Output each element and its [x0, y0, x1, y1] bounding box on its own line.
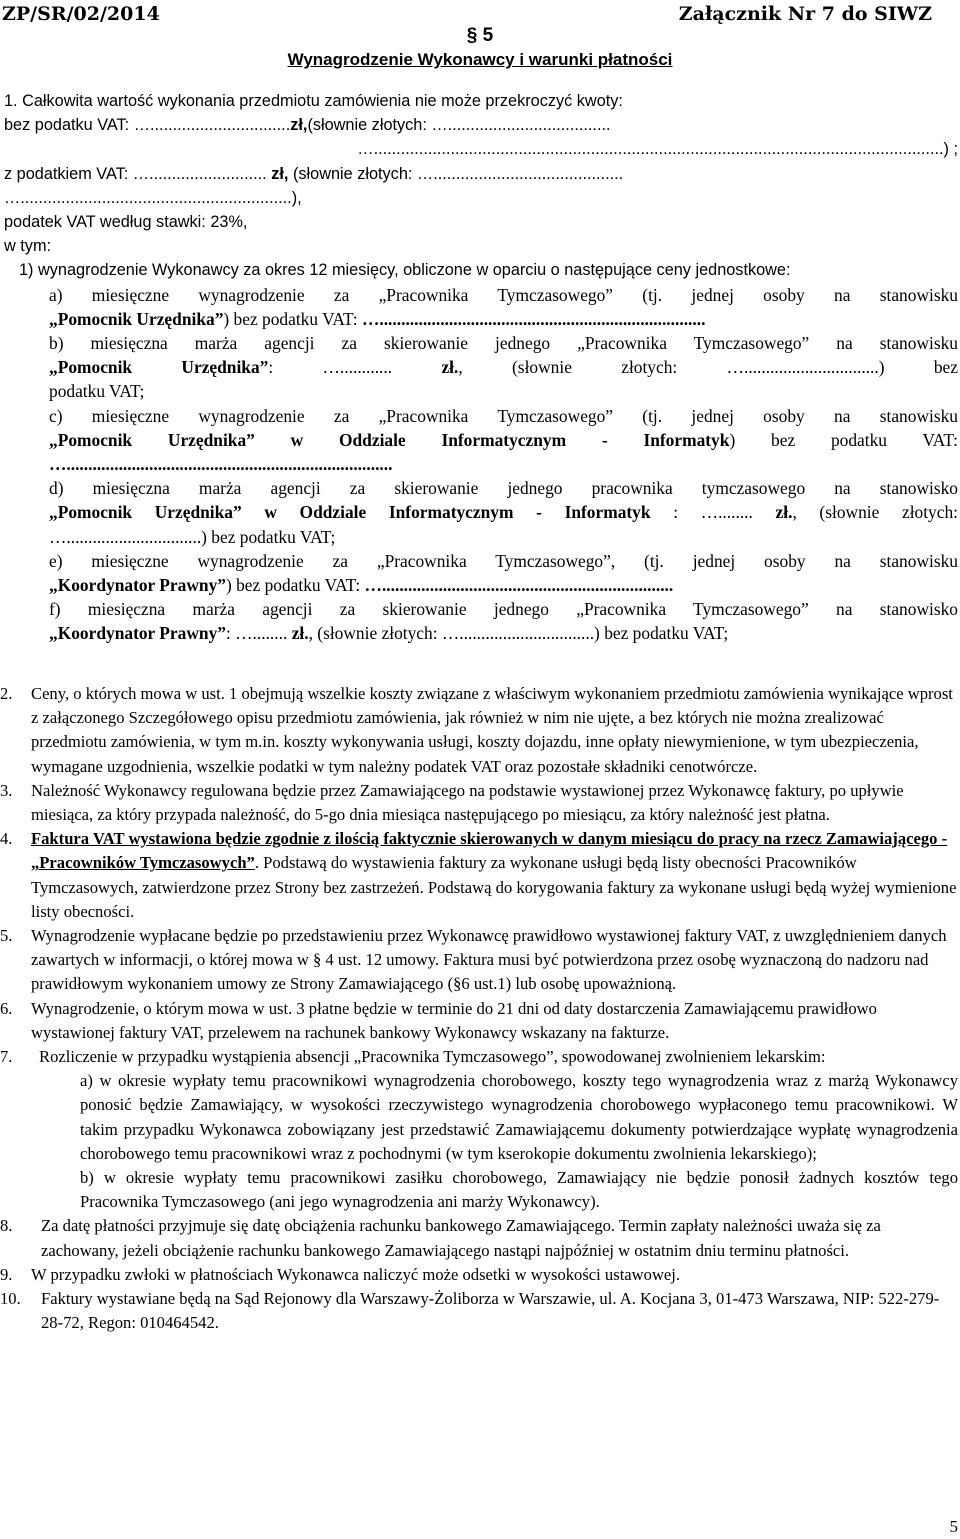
text-line: …............................................................), [4, 188, 302, 207]
list-item [0, 924, 958, 997]
section-title: Wynagrodzenie Wykonawcy i warunki płatności [287, 50, 673, 69]
text-line: z podatkiem VAT: ….......................... zł, (słownie złotych: ….......................................... [4, 164, 624, 183]
item-e-line: e) miesięczne wynagrodzenie za „Pracownika Tymczasowego”, (tj. jednej osoby na stanowisku [49, 550, 958, 571]
item-text: Wynagrodzenie, o którym mowa w ust. 3 płatne będzie w terminie do 21 dni od daty dostarczenia Zamawiającemu prawidłowo wystawionej faktury VAT, przelewem na rachunek bankowy Wykonawcy wskazany na fakturze. [31, 998, 877, 1042]
text-line: 1) wynagrodzenie Wykonawcy za okres 12 miesięcy, obliczone w oparciu o następujące ceny jednostkowe: [19, 261, 791, 280]
item-d-line: „Pomocnik Urzędnika” w Oddziale Informatycznym - Informatyk : …........ zł., (słownie złotych: [49, 502, 958, 523]
document-reference: ZP/SR/02/2014 [2, 3, 160, 25]
text-line: …..............................................................................................................................) ; [357, 140, 958, 159]
item-text: W przypadku zwłoki w płatnościach Wykonawca naliczyć może odsetki w wysokości ustawowej. [31, 1264, 681, 1284]
list-item [0, 827, 958, 924]
item-number: 7. [0, 1047, 13, 1067]
section-number: § 5 [466, 25, 494, 46]
item-number: 9. [0, 1264, 13, 1284]
item-text: Należność Wykonawcy regulowana będzie przez Zamawiającego na podstawie wystawionej przez Wykonawcę faktury, po upływie miesiąca, za który przypada należność, do 5-go dnia miesiąca następującego po miesiącu, za który należność jest płatna. [31, 780, 904, 825]
item-number: 5. [0, 926, 13, 946]
list-item [0, 1045, 958, 1214]
list-item [0, 779, 958, 827]
item-c-line: …........................................................................... [49, 454, 393, 475]
item-d-line: d) miesięczna marża agencji za skierowanie jednego pracownika tymczasowego na stanowisko [49, 478, 958, 499]
item-number: 3. [0, 780, 13, 800]
list-item [0, 1287, 958, 1335]
sub-item-a: a) w okresie wypłaty temu pracownikowi wynagrodzenia chorobowego, koszty tego wynagrodzenia wraz z marżą Wykonawcy ponosić będzie Zamawiający, w wysokości rzeczywistego wynagrodzenia chorobowego wypłaconego temu pracownikowi. W takim przypadku Wykonawca zobowiązany jest przedstawić Zamawiającemu dokumenty potwierdzające wypłatę wynagrodzenia chorobowego temu pracownikowi wraz z pochodnymi (w tym kserokopie dokumentu zwolnienia lekarskiego); [80, 1071, 958, 1163]
item-number: 2. [0, 684, 13, 703]
text-line: w tym: [4, 237, 52, 256]
item-text: Za datę płatności przyjmuje się datę obciążenia rachunku bankowego Zamawiającego. Termin zapłaty należności uważa się za zachowany, jeżeli obciążenie rachunku bankowego Zamawiającego nastąpi najpóźniej w ostatnim dniu terminu płatności. [41, 1216, 881, 1260]
total-value-paragraph [4, 89, 958, 646]
sub-item-b: b) w okresie wypłaty temu pracownikowi zasiłku chorobowego, Zamawiający nie będzie ponosił żadnych kosztów tego Pracownika Tymczasowego (ani jego wynagrodzenia ani marży Wykonawcy). [80, 1168, 958, 1212]
item-number: 10. [0, 1289, 21, 1309]
item-b-line: b) miesięczna marża agencji za skierowanie jednego „Pracownika Tymczasowego” na stanowisku [49, 333, 958, 354]
item-b-line: „Pomocnik Urzędnika”: …............ zł., (słownie złotych: …...............................) bez [49, 357, 958, 378]
item-c-line: „Pomocnik Urzędnika” w Oddziale Informatycznym - Informatyk) bez podatku VAT: [49, 429, 958, 450]
item-text: Ceny, o których mowa w ust. 1 obejmują wszelkie koszty związane z właściwym wykonaniem przedmiotu zamówienia wynikające wprost z załączonego Szczegółowego opisu przedmiotu zamówienia, jak również w nim nie ujęte, a bez których nie można zrealizować przedmiotu zamówienia, w tym m.in. koszty wykonywania usługi, koszty dojazdu, inne opłaty niewymienione, w tym ubezpieczenia, wymagane uzgodnienia, wszelkie podatki w tym należny podatek VAT oraz pozostałe składniki cenotwórcze. [31, 684, 953, 776]
item-f-line: „Koordynator Prawny”: …........ zł., (słownie złotych: …...............................) bez podatku VAT; [49, 623, 729, 644]
attachment-label: Załącznik Nr 7 do SIWZ [678, 3, 932, 25]
list-item [0, 997, 958, 1045]
item-text: Wynagrodzenie wypłacane będzie po przedstawieniu przez Wykonawcę prawidłowo wystawionej faktury VAT, z uwzględnieniem danych zawartych w informacji, o której mowa w § 4 ust. 12 umowy. Faktura musi być potwierdzona przez osobę wyznaczoną do nadzoru nad prawidłowym wykonaniem umowy ze Strony Zamawiającego (§6 ust.1) lub osobę upoważnioną. [31, 926, 947, 994]
item-c-line: c) miesięczne wynagrodzenie za „Pracownika Tymczasowego” (tj. jednej osoby na stanowisku [49, 405, 958, 426]
item-number: 6. [0, 998, 13, 1018]
text-line: podatek VAT według stawki: 23%, [4, 213, 248, 232]
item-d-line: …...............................) bez podatku VAT; [49, 526, 336, 547]
item-text: Faktury wystawiane będą na Sąd Rejonowy dla Warszawy-Żoliborza w Warszawie, ul. A. Kocjana 3, 01-473 Warszawa, NIP: 522-279-28-72, Regon: 010464542. [41, 1289, 940, 1333]
text-line: bez podatku VAT: …...............................zł,(słownie złotych: ….................................... [4, 116, 611, 135]
text-line: 1. Całkowita wartość wykonania przedmiotu zamówienia nie może przekroczyć kwoty: [4, 92, 623, 110]
item-e-line: „Koordynator Prawny”) bez podatku VAT: …................................................................... [49, 575, 674, 596]
item-f-line: f) miesięczna marża agencji za skierowanie jednego „Pracownika Tymczasowego” na stanowisko [49, 599, 958, 620]
item-text: Faktura VAT wystawiona będzie zgodnie z ilością faktycznie skierowanych w danym miesiącu do pracy na rzecz Zamawiającego - „Pracowników Tymczasowych”. Podstawą do wystawienia faktury za wykonane usługi będą listy obecności Pracowników Tymczasowych, zatwierdzone przez Strony bez zastrzeżeń. Podstawą do korygowania faktury za wykonane usługi będą wyżej wymienione listy obecności. [31, 829, 957, 921]
item-number: 8. [0, 1216, 13, 1236]
list-item [0, 1214, 958, 1262]
page-number: 5 [949, 1517, 958, 1536]
item-a-line: a) miesięczne wynagrodzenie za „Pracownika Tymczasowego” (tj. jednej osoby na stanowisku [49, 284, 958, 305]
item-number: 4. [0, 829, 13, 849]
list-item [0, 682, 958, 779]
item-text: Rozliczenie w przypadku wystąpienia absencji „Pracownika Tymczasowego”, spowodowanej zwolnieniem lekarskim: [39, 1047, 826, 1067]
item-b-line: podatku VAT; [49, 381, 145, 402]
list-item [0, 1263, 958, 1287]
payment-terms-list [0, 682, 958, 1335]
item-a-line: „Pomocnik Urzędnika”) bez podatku VAT: …........................................................................... [49, 308, 706, 329]
